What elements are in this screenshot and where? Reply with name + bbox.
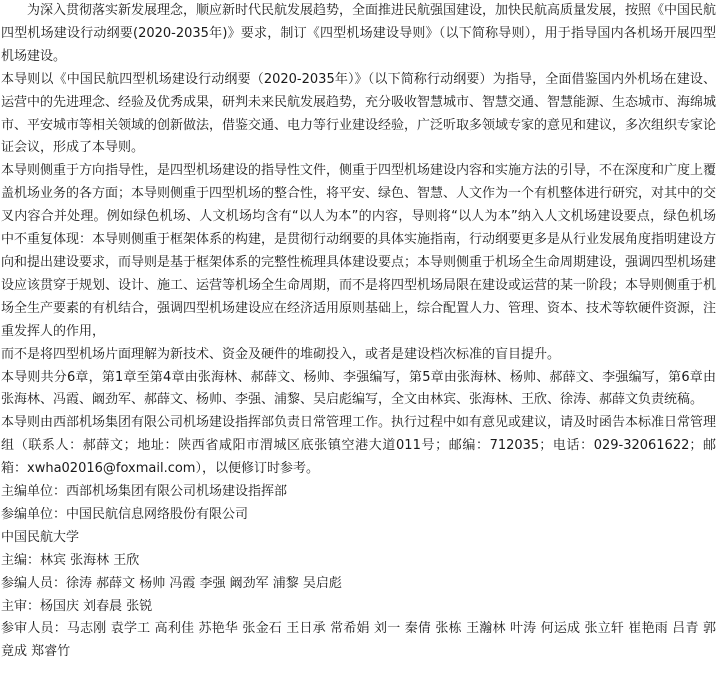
chief-editor-unit: 主编单位：西部机场集团有限公司机场建设指挥部 (1, 484, 288, 500)
chief-reviewers: 主审：杨国庆 刘春晨 张锐 (1, 598, 153, 614)
paragraph-characteristics: 本导则侧重于方向指导性，是四型机场建设的指导性文件，侧重于四型机场建设内容和实施方法的引导，不在深度和广度上覆盖机场业务的各方面；本导则侧重于四型机场的整合性，将平安、绿色、智慧、人文作为一个有机整体进行研究，对其中的交叉内容合并处理。例如绿色机场、人文机场均含有“以人为本”的内容，导则将“以人为本”纳入人文机场建设要点，绿色机场中不重复体现：本导则侧重于框架体系的构建，是贯彻行动纲要的具体实施指南，行动纲要更多是从行业发展角度指明建设方向和提出建设要求，而导则是基于框架体系的完整性梳理具体建设要点；本导则侧重于机场全生命周期建设，强调四型机场建设应该贯穿于规划、设计、施工、运营等机场全生命周期，而不是将四型机场局限在建设或运营的某一阶段；本导则侧重于机场全生产要素的有机结合，强调四型机场建设应在经济适用原则基础上，综合配置人力、管理、资本、技术等软硬件资源，注重发挥人的作用， (1, 163, 717, 339)
co-editors: 参编人员：徐涛 郝薛文 杨帅 冯霞 李强 阚劲军 浦黎 吴启彪 (1, 575, 342, 591)
co-editor-unit-2: 中国民航大学 (1, 529, 80, 545)
paragraph-chapters: 本导则共分6章，第1章至第4章由张海林、郝薛文、杨帅、李强编写，第5章由张海林、杨帅、郝薛文、李强编写，第6章由张海林、冯霞、阚劲军、郝薛文、杨帅、李强、浦黎、吴启彪编写，全文由林宾、张海林、王欣、徐涛、郝薛文负责统稿。 (1, 369, 716, 408)
paragraph-intro: 为深入贯彻落实新发展理念，顺应新时代民航发展趋势，全面推进民航强国建设，加快民航高质量发展，按照《中国民航四型机场建设行动纲要(2020-2035年)》要求，制订《四型机场建设导则》（以下简称导则），用于指导国内各机场开展四型机场建设。 (1, 3, 717, 64)
paragraph-characteristics-end: 而不是将四型机场片面理解为新技术、资金及硬件的堆砌投入，或者是建设档次标准的盲目提升。 (1, 346, 561, 362)
co-editor-unit: 参编单位：中国民航信息网络股份有限公司 (1, 506, 249, 522)
paragraph-management: 本导则由西部机场集团有限公司机场建设指挥部负责日常管理工作。执行过程中如有意见或建议，请及时函告本标准日常管理组（联系人：郝薛文；地址：陕西省咸阳市渭城区底张镇空港大道011号；邮编：712035；电话：029-32061622；邮箱：xwha02016@foxmail.com），以便修订时参考。 (1, 415, 717, 477)
paragraph-basis: 本导则以《中国民航四型机场建设行动纲要（2020-2035年）》（以下简称行动纲要）为指导，全面借鉴国内外机场在建设、运营中的先进理念、经验及优秀成果，研判未来民航发展趋势，充分吸收智慧城市、智慧交通、智慧能源、生态城市、海绵城市、平安城市等相关领域的创新做法，借鉴交通、电力等行业建设经验，广泛听取多领域专家的意见和建议，多次组织专家论证会议，形成了本导则。 (1, 71, 717, 156)
chief-editors: 主编：林宾 张海林 王欣 (1, 552, 140, 568)
reviewers: 参审人员：马志刚 袁学工 高利佳 苏艳华 张金石 王日承 常希娟 刘一 秦倩 张栋 王瀚林 叶涛 何运成 张立轩 崔艳雨 吕青 郭竟成 郑睿竹 (1, 621, 716, 660)
